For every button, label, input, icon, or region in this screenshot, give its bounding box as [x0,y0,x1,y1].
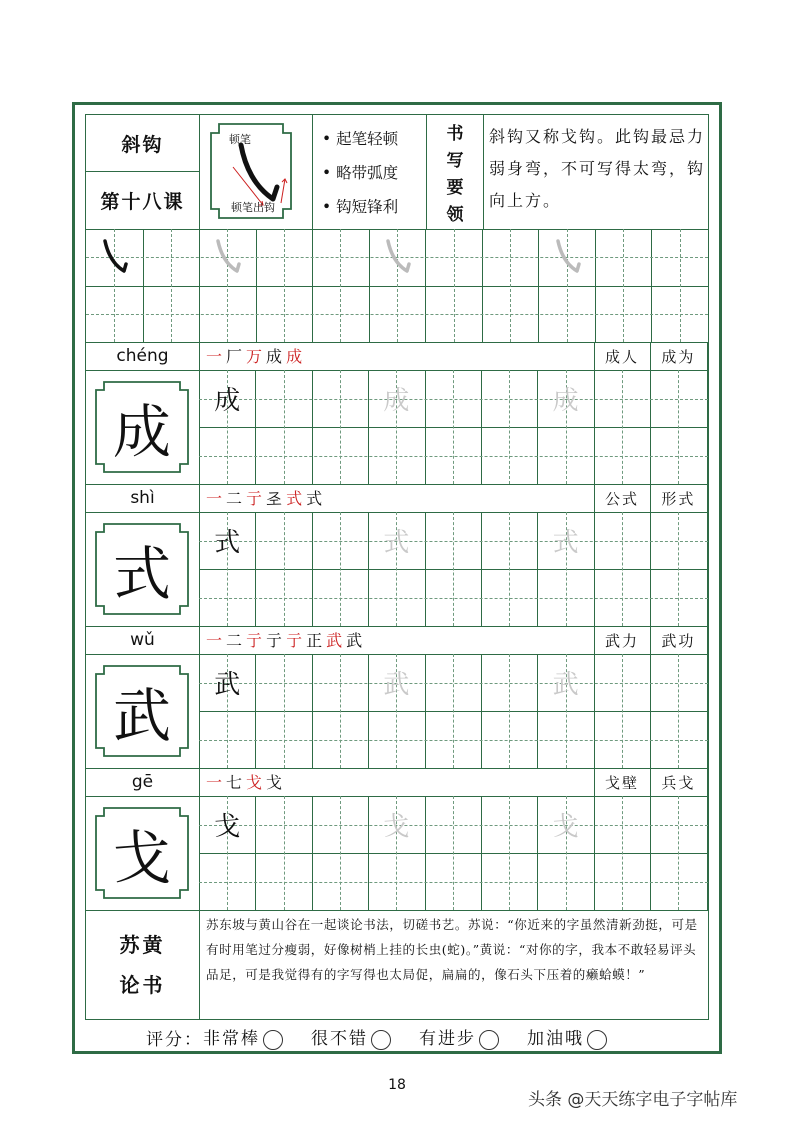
pinyin: wǔ [130,630,155,650]
stroke-order-step: 厂 [226,347,247,366]
vocab-word: 武力 [604,631,639,650]
sample-character: 武 [214,670,241,700]
lesson-number: 第十八课 [100,190,185,213]
stroke-order [206,487,326,515]
trace-character-ghost: 戈 [552,812,579,842]
trace-character-ghost: 式 [552,528,579,558]
trace-character-ghost: 戈 [383,812,410,842]
vocab-word: 公式 [604,489,639,508]
stroke-order-step: 武 [326,631,347,650]
diagram-label-end: 顿笔出钩 [231,201,275,214]
stroke-order-step: 万 [246,347,267,366]
model-character: 武 [112,682,171,750]
model-character-box [92,662,192,760]
stroke-order-step: 戈 [246,773,267,792]
stroke-order-step: 𢀖 [266,489,287,508]
rating-option[interactable]: 非常棒 [203,1024,311,1050]
stroke-order-step: 七 [226,773,247,792]
stroke-key-points [322,122,426,224]
stroke-order-step: 亍 [246,631,267,650]
stroke-order [206,345,306,373]
trace-character-ghost: 武 [552,670,579,700]
stroke-trace-ghost [369,229,426,286]
key-point: • 钩短锋利 [322,198,399,216]
stroke-order-step: 一 [206,347,227,366]
vocab-word: 成人 [604,347,639,366]
stroke-name: 斜钩 [121,133,164,156]
model-character-box [92,378,192,476]
stroke-order-step: 二 [226,489,247,508]
stroke-trace-ghost [538,229,595,286]
vocab-word: 成为 [661,347,696,366]
stroke-order [206,771,286,799]
stroke-order-step: 正 [306,631,327,650]
model-character: 式 [112,540,171,608]
sample-character: 式 [214,528,241,558]
stroke-order-step: 戈 [266,773,287,792]
story-text: 苏东坡与黄山谷在一起谈论书法，切磋书艺。苏说：“你近来的字虽然清新劲挺，可是有时用笔过分瘦弱，好像树梢上挂的长虫(蛇)。”黄说：“对你的字，我本不敢轻易评头品足，可是我觉得有的字写得也太局促，扁扁的，像石头下压着的癞蛤蟆！” [206,917,698,982]
stroke-order-step: 式 [286,489,307,508]
stroke-order-step: 二 [226,631,247,650]
sample-character: 戈 [214,812,241,842]
key-point: • 略带弧度 [322,164,399,182]
stroke-order-step: 一 [206,489,227,508]
story-title: 苏黄 论书 [119,933,166,997]
trace-character-ghost: 式 [383,528,410,558]
stroke-order-step: 式 [306,489,327,508]
pinyin: chéng [116,346,169,366]
vocab-word: 形式 [661,489,696,508]
model-character-box [92,804,192,902]
pinyin: shì [130,488,155,508]
stroke-order-step: 成 [286,347,307,366]
trace-character-ghost: 成 [383,386,410,416]
stroke-order-step: 亍 [266,631,287,650]
vocab-word: 戈壁 [604,773,639,792]
rating-option[interactable]: 有进步 [419,1024,527,1050]
rating-option[interactable]: 很不错 [311,1024,419,1050]
pinyin: gē [131,772,154,792]
rating-circle-icon[interactable] [371,1030,391,1050]
stroke-order-step: 武 [346,631,367,650]
trace-character-ghost: 成 [552,386,579,416]
rating-label: 评分： [146,1029,203,1050]
watermark: 头条 @天天练字电子字帖库 [528,1090,738,1110]
model-character: 戈 [112,824,171,892]
trace-character-ghost: 武 [383,670,410,700]
stroke-order-step: 一 [206,631,227,650]
rating-circle-icon[interactable] [479,1030,499,1050]
stroke-trace-ghost [199,229,256,286]
key-point: • 起笔轻顿 [322,130,399,148]
vocab-word: 武功 [661,631,696,650]
stroke-order-step: 一 [206,773,227,792]
stroke-order-step: 亍 [246,489,267,508]
sample-character: 成 [214,386,241,416]
page-number: 18 [388,1077,406,1093]
stroke-diagram [205,119,297,223]
rating-circle-icon[interactable] [263,1030,283,1050]
diagram-label-start: 顿笔 [229,133,251,146]
stroke-order-step: 成 [266,347,287,366]
rating-bar [146,1023,706,1051]
model-character: 成 [112,398,171,466]
model-character-box [92,520,192,618]
rating-option[interactable]: 加油哦 [527,1024,635,1050]
rating-circle-icon[interactable] [587,1030,607,1050]
stroke-order-step: 亍 [286,631,307,650]
stroke-order [206,629,366,657]
writing-tips-text: 斜钩又称戈钩。此钩最忌力弱身弯，不可写得太弯，钩向上方。 [489,127,706,210]
stroke-sample [86,229,143,286]
vocab-word: 兵戈 [661,773,696,792]
writing-tips-label: 书 写 要 领 [446,124,464,225]
